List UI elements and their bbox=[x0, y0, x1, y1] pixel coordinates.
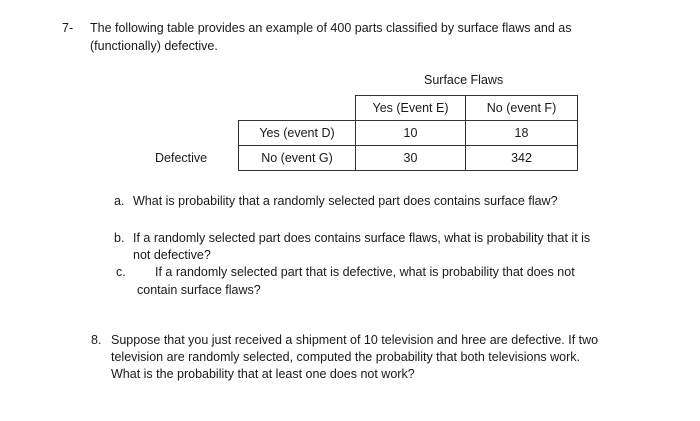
table-row bbox=[239, 121, 578, 146]
table-row bbox=[239, 146, 578, 171]
subquestion-text: not defective? bbox=[133, 248, 211, 262]
question-text-line: The following table provides an example of 400 parts classified by surface flaws and as bbox=[90, 21, 572, 35]
table-cell: 18 bbox=[466, 121, 578, 146]
column-header: Yes (Event E) bbox=[356, 96, 466, 121]
table-body bbox=[238, 120, 578, 171]
column-header: No (event F) bbox=[466, 96, 578, 121]
table-cell: 30 bbox=[356, 146, 466, 171]
subquestion-text: If a randomly selected part does contains surface flaws, what is probability that it is bbox=[133, 231, 591, 245]
subquestion-text: contain surface flaws? bbox=[137, 283, 261, 297]
subquestion-letter: c. bbox=[116, 265, 126, 279]
subquestion-letter: b. bbox=[114, 231, 125, 245]
question-number: 8. bbox=[91, 333, 102, 347]
subquestion-text: What is probability that a randomly selected part does contains surface flaw? bbox=[133, 194, 558, 208]
table-cell: 10 bbox=[356, 121, 466, 146]
table-group-header: Surface Flaws bbox=[424, 73, 504, 87]
question-text-line: Suppose that you just received a shipment of 10 television and hree are defective. If two bbox=[111, 333, 599, 347]
table-cell: 342 bbox=[466, 146, 578, 171]
question-text-line: (functionally) defective. bbox=[90, 39, 218, 53]
row-group-label: Defective bbox=[155, 151, 208, 165]
table-column-headers bbox=[355, 95, 578, 121]
question-number: 7- bbox=[62, 21, 74, 35]
subquestion-letter: a. bbox=[114, 194, 125, 208]
subquestion-text: If a randomly selected part that is defective, what is probability that does not bbox=[155, 265, 575, 279]
row-header: Yes (event D) bbox=[239, 121, 356, 146]
row-header: No (event G) bbox=[239, 146, 356, 171]
question-text-line: television are randomly selected, computed the probability that both televisions work. bbox=[111, 350, 581, 364]
question-text-line: What is the probability that at least one does not work? bbox=[111, 367, 415, 381]
table-header-row bbox=[356, 96, 578, 121]
